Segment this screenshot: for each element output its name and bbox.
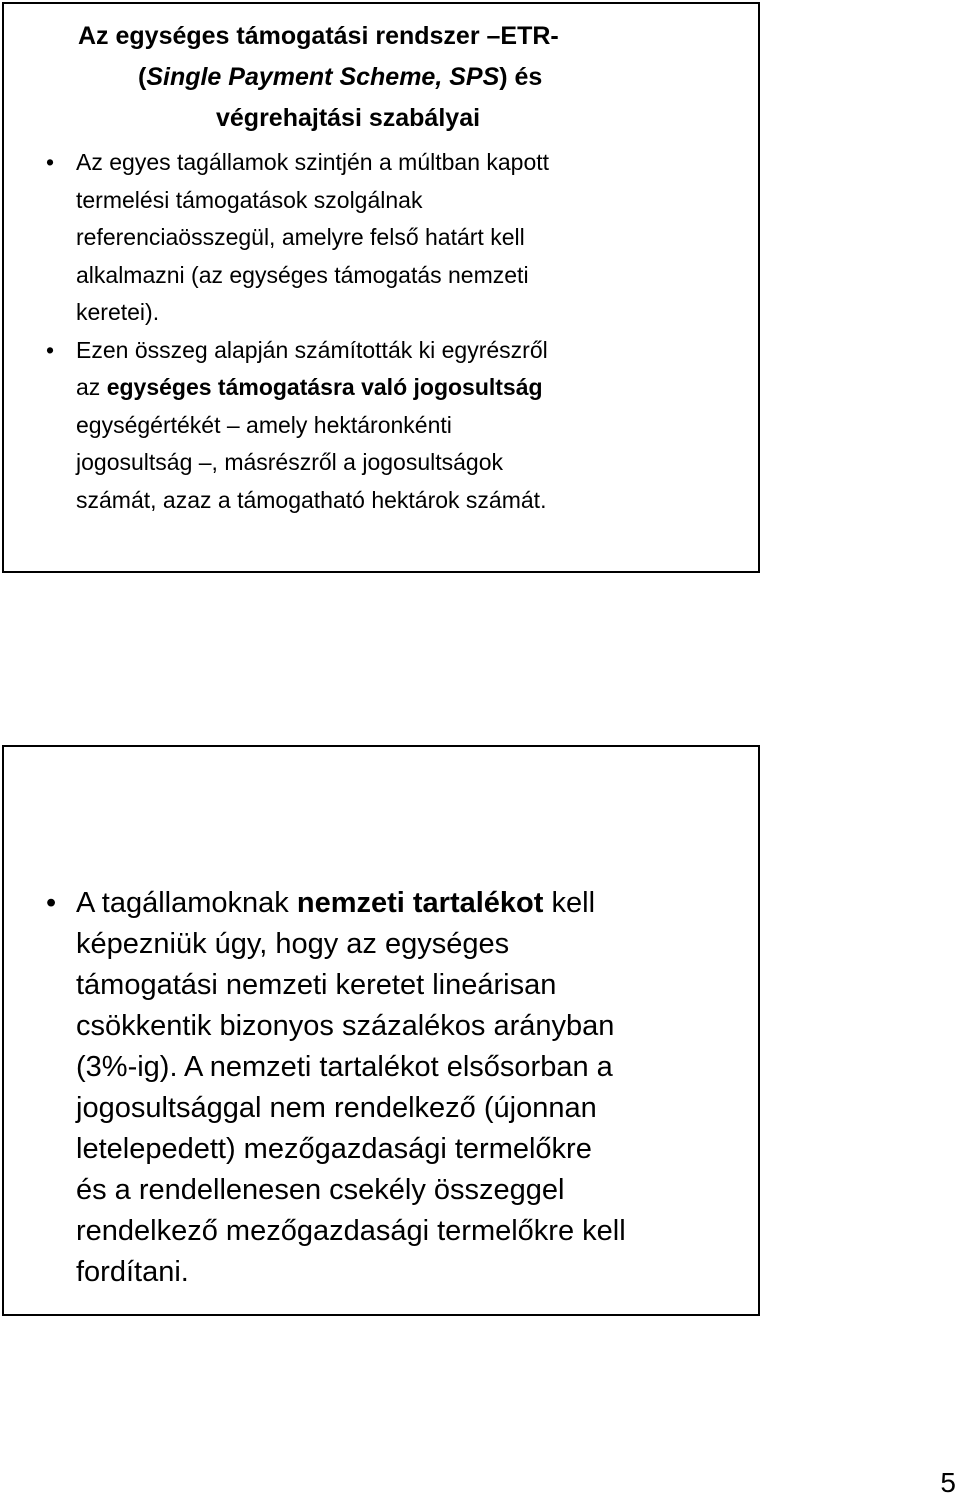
bold-term: egységes támogatásra való jogosultság xyxy=(106,374,543,400)
slide-1-bullet-list xyxy=(46,144,746,519)
list-item: • Az egyes tagállamok szintjén a múltban kapott termelési támogatások szolgálnak referenciaösszegül, amelyre felső határt kell alkalmazni (az egységes támogatás nemzeti keretei). xyxy=(76,144,746,332)
slide-1-title xyxy=(4,16,758,139)
slide-2-bullet-list xyxy=(46,883,746,1293)
bold-term: nemzeti tartalékot xyxy=(296,887,544,919)
bullet-icon: • xyxy=(46,336,55,363)
title-line-3: végrehajtási szabályai xyxy=(216,104,481,132)
page-number: 5 xyxy=(940,1467,956,1498)
bullet-icon: • xyxy=(46,887,57,919)
slide-2 xyxy=(2,745,760,1316)
list-item: • A tagállamoknak nemzeti tartalékot kell képezniük úgy, hogy az egységes támogatási nemzeti keretet lineárisan csökkentik bizonyos százalékos arányban (3%-ig). A nemzeti tartalékot elsősorban a jogosultsággal nem rendelkező (újonnan letelepedett) mezőgazdasági termelőkre és a rendellenesen csekély összeggel rendelkező mezőgazdasági termelőkre kell fordítani. xyxy=(76,883,746,1293)
list-item: • Ezen összeg alapján számították ki egyrészről az egységes támogatásra való jogosultság egységértékét – amely hektáronkénti jogosultság –, másrészről a jogosultságok számát, azaz a támogatható hektárok számát. xyxy=(76,332,746,520)
title-line-1: Az egységes támogatási rendszer –ETR- xyxy=(78,22,559,50)
title-italic-term: Single Payment Scheme, SPS xyxy=(146,63,500,91)
bullet-icon: • xyxy=(46,149,55,175)
slide-1 xyxy=(2,2,760,573)
title-line-2: (Single Payment Scheme, SPS) és xyxy=(138,63,543,91)
